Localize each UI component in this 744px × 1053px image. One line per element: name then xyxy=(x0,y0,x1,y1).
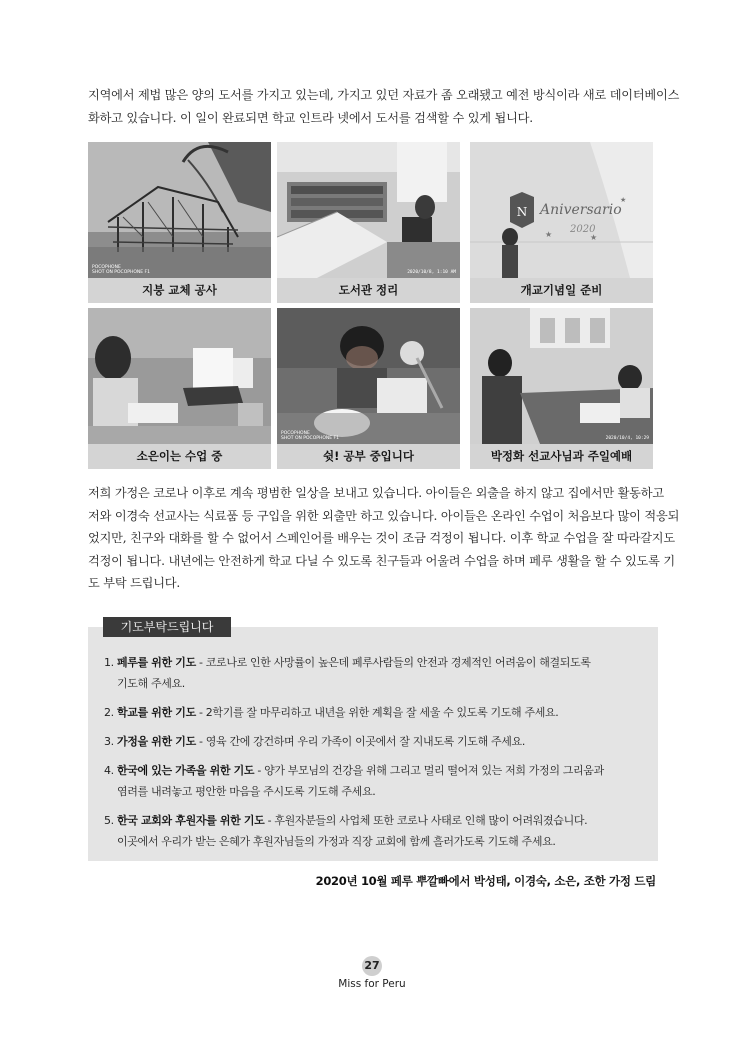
svg-text:N: N xyxy=(516,205,528,219)
photo-caption: 쉿! 공부 중입니다 xyxy=(277,444,460,469)
prayer-continuation: 염려를 내려놓고 평안한 마음을 주시도록 기도해 주세요. xyxy=(117,785,376,798)
body-line: 저와 이경숙 선교사는 식료품 등 구입을 위한 외출만 하고 있습니다. 아이들은 온라인 수업이 처음보다 많이 적응되 xyxy=(88,508,680,523)
prayer-heading: 가정을 위한 기도 xyxy=(116,735,196,748)
anniversary-image xyxy=(470,142,653,278)
prayer-item xyxy=(104,760,649,802)
prayer-number: 2. xyxy=(104,706,114,719)
photo-caption: 박정화 선교사님과 주일예배 xyxy=(470,444,653,469)
body-line: 었지만, 친구와 대화를 할 수 없어서 스페인어를 배우는 것이 조금 걱정이 됩니다. 이후 학교 수업을 잘 따라갈지도 xyxy=(88,531,675,545)
intro-line: 화하고 있습니다. 이 일이 완료되면 학교 인트라 넷에서 도서를 검색할 수 있게 됩니다. xyxy=(88,110,533,125)
prayer-number: 5. xyxy=(104,814,114,827)
watermark-brand: POCOPHONE xyxy=(92,265,121,270)
prayer-number: 4. xyxy=(104,764,114,777)
prayer-item xyxy=(104,731,649,752)
watermark-brand: POCOPHONE xyxy=(281,431,310,436)
photo-library xyxy=(277,142,460,303)
prayer-item xyxy=(104,810,649,852)
family-news-paragraph xyxy=(88,482,680,595)
page-number: 27 xyxy=(362,956,382,976)
prayer-list xyxy=(104,652,649,860)
watermark-shot: SHOT ON POCOPHONE F1 xyxy=(92,270,150,275)
body-line: 저희 가정은 코로나 이후로 계속 평범한 일상을 보내고 있습니다. 아이들은 외출을 하지 않고 집에서만 활동하고 xyxy=(88,486,664,500)
prayer-heading: 페루를 위한 기도 xyxy=(116,656,196,669)
prayer-heading: 학교를 위한 기도 xyxy=(116,706,196,719)
prayer-continuation: 이곳에서 우리가 받는 은혜가 후원자님들의 가정과 직장 교회에 함께 흘러가도록 기도해 주세요. xyxy=(117,835,556,848)
photo-timestamp: 2020/10/4, 10:29 xyxy=(605,436,649,441)
signature-line: 2020년 10월 페루 뿌깔빠에서 박성태, 이경숙, 소은, 조한 가정 드림 xyxy=(315,874,656,888)
photo-sunday-worship xyxy=(470,308,653,469)
svg-text:★: ★ xyxy=(545,230,553,239)
photo-caption: 소은이는 수업 중 xyxy=(88,444,271,469)
prayer-item xyxy=(104,652,649,694)
watermark-shot: SHOT ON POCOPHONE F1 xyxy=(281,436,339,441)
photo-anniversary xyxy=(470,142,653,303)
prayer-heading: 한국에 있는 가족을 위한 기도 xyxy=(116,764,255,777)
prayer-text: - 코로나로 인한 사망률이 높은데 페루사람들의 안전과 경제적인 어려움이 해결되도록 xyxy=(195,656,591,669)
banner-text: Aniversario xyxy=(540,202,622,218)
online-class-image xyxy=(88,308,271,444)
studying-image xyxy=(277,308,460,444)
roof-construction-image xyxy=(88,142,271,278)
camera-watermark xyxy=(92,265,150,275)
body-line: 걱정이 됩니다. 내년에는 안전하게 학교 다닐 수 있도록 친구들과 어울려 수업을 하며 페루 생활을 할 수 있도록 기 xyxy=(88,553,675,568)
prayer-item xyxy=(104,702,649,723)
camera-watermark xyxy=(281,431,339,441)
sunday-worship-image xyxy=(470,308,653,444)
prayer-text: - 영육 간에 강건하며 우리 가족이 이곳에서 잘 지내도록 기도해 주세요. xyxy=(195,735,525,748)
prayer-text: - 2학기를 잘 마무리하고 내년을 위한 계획을 잘 세울 수 있도록 기도해 주세요. xyxy=(195,706,559,719)
photo-timestamp: 2020/10/8, 1:10 AM xyxy=(407,270,456,275)
body-line: 도 부탁 드립니다. xyxy=(88,576,181,590)
intro-line: 지역에서 제법 많은 양의 도서를 가지고 있는데, 가지고 있던 자료가 좀 오래됐고 예전 방식이라 새로 데이터베이스 xyxy=(88,88,680,102)
photo-caption: 지붕 교체 공사 xyxy=(88,278,271,303)
prayer-heading: 한국 교회와 후원자를 위한 기도 xyxy=(116,814,265,827)
prayer-number: 3. xyxy=(104,735,114,748)
photo-caption: 개교기념일 준비 xyxy=(470,278,653,303)
banner-year: 2020 xyxy=(570,224,596,235)
intro-paragraph xyxy=(88,84,680,129)
photo-roof-construction xyxy=(88,142,271,303)
library-image xyxy=(277,142,460,278)
magazine-name: Miss for Peru xyxy=(338,978,406,990)
prayer-text: - 후원자분들의 사업체 또한 코로나 사태로 인해 많이 어려워졌습니다. xyxy=(264,814,588,827)
photo-caption: 도서관 정리 xyxy=(277,278,460,303)
prayer-continuation: 기도해 주세요. xyxy=(117,677,185,690)
svg-text:★: ★ xyxy=(620,196,627,204)
photo-online-class xyxy=(88,308,271,469)
prayer-request-title: 기도부탁드립니다 xyxy=(103,617,231,637)
svg-text:★: ★ xyxy=(590,233,598,242)
prayer-text: - 양가 부모님의 건강을 위해 그리고 멀리 떨어져 있는 저희 가정의 그리움과 xyxy=(254,764,604,777)
prayer-number: 1. xyxy=(104,656,114,669)
photo-studying xyxy=(277,308,460,469)
